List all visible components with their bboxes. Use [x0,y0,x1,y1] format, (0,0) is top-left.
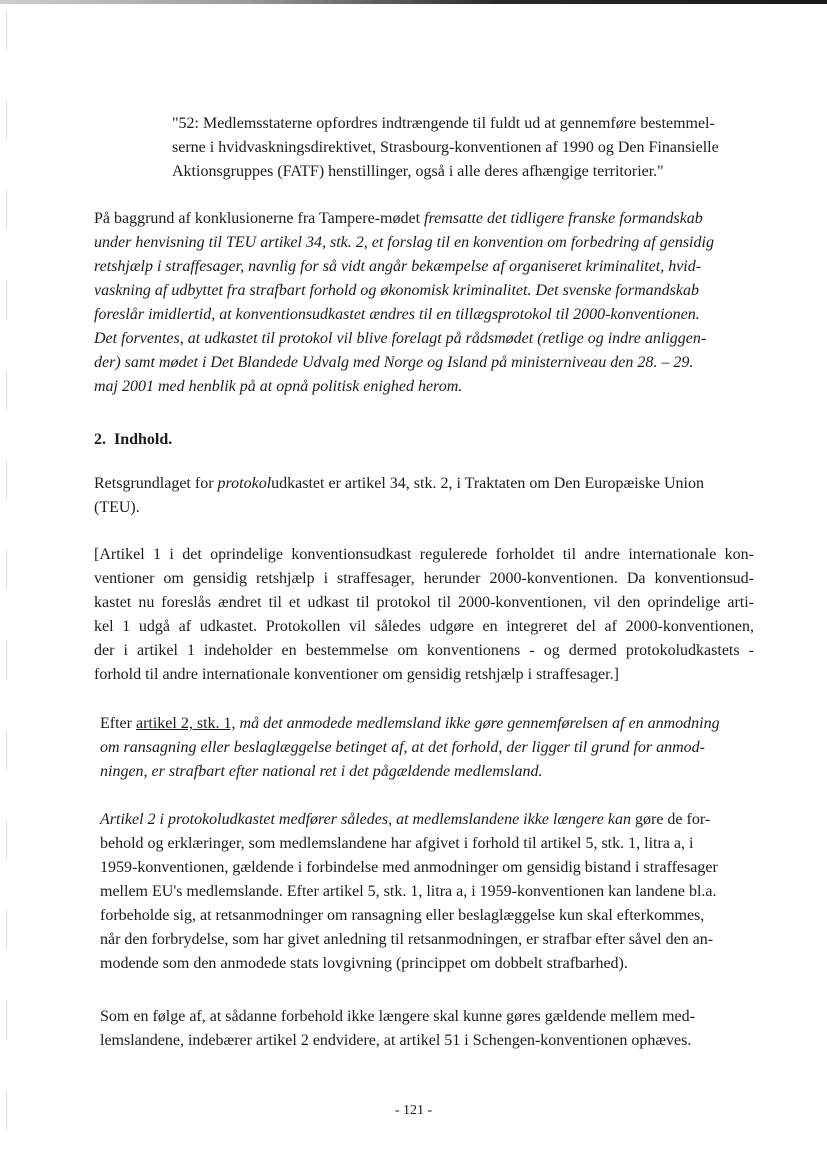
reservation-paragraph [100,1005,755,1053]
page-number: - 121 - [394,1103,433,1118]
reservation-line: Som en følge af, at sådanne forbehold ikke længere skal kunne gøres gældende mellem med- [100,1008,695,1025]
article1-line: kel 1 udgå af udkastet. Protokollen vil således udgøre en integreret del af 2000-konventionen, [94,618,754,635]
protocol-paragraph [100,808,755,976]
intro-line: vaskning af udbyttet fra strafbart forhold og økonomisk kriminalitet. Det svenske formandskab [94,282,699,299]
protocol-line: 1959-konventionen, gældende i forbindelse med anmodninger om gensidig bistand i straffesager [100,859,718,876]
basis-italic-text: protokol [217,475,272,492]
article2-line: om ransagning eller beslaglæggelse betinget af, at det forhold, der ligger til grund for anmod- [100,739,706,756]
intro-italic-text: fremsatte det tidligere franske formandskab [424,210,703,227]
intro-line: foreslår imidlertid, at konventionsudkastet ændres til en tillægsprotokol til 2000-konventionen. [94,306,700,323]
article-1-paragraph [94,543,754,687]
protocol-line: modende som den anmodede stats lovgivning (princippet om dobbelt strafbarhed). [100,955,628,972]
quote-line: serne i hvidvaskningsdirektivet, Strasbourg-konventionen af 1990 og Den Finansielle [172,139,719,156]
intro-line [94,207,784,231]
intro-plain-text: På baggrund af konklusionerne fra Tampere-mødet [94,210,425,227]
protocol-line: når den forbrydelse, som har givet anledning til retsanmodningen, er strafbar efter såvel den an- [100,931,714,948]
article1-line: ventioner om gensidig retshjælp i straffesager, herunder 2000-konventionen. Da konventionsud- [94,570,754,587]
article1-line: [Artikel 1 i det oprindelige konventionsudkast regulerede forholdet til andre internationale kon- [94,546,754,563]
section-number: 2. [94,431,106,448]
quote-line: "52: Medlemsstaterne opfordres indtrængende til fuldt ud at gennemføre bestemmel- [172,115,715,132]
article1-line: forhold til andre internationale konventioner om gensidig retshjælp i straffesager.] [94,666,619,683]
intro-line: retshjælp i straffesager, navnlig for så vidt angår bekæmpelse af organiseret kriminalitet, hvid- [94,258,702,275]
legal-basis-paragraph [94,472,784,520]
quote-line: Aktionsgruppes (FATF) henstillinger, også i alle deres afhængige territorier." [172,163,664,180]
intro-line: maj 2001 med henblik på at opnå politisk enighed herom. [94,378,463,395]
article1-line: der i artikel 1 indeholder en bestemmelse om konventionens - og dermed protokoludkastets - [94,642,754,659]
intro-line: der) samt mødet i Det Blandede Udvalg med Norge og Island på ministerniveau den 28. – 29. [94,354,694,371]
section-heading [94,428,784,452]
reservation-line: lemslandene, indebærer artikel 2 endvidere, at artikel 51 i Schengen-konventionen ophæves. [100,1032,692,1049]
basis-line: (TEU). [94,499,140,516]
protocol-line: behold og erklæringer, som medlemslandene har afgivet i forhold til artikel 5, stk. 1, litra a, i [100,835,694,852]
article2-line: ningen, er strafbart efter national ret i det pågældende medlemsland. [100,763,543,780]
protocol-line: forbeholde sig, at retsanmodninger om ransagning eller beslaglæggelse kun skal efterkommes, [100,907,705,924]
intro-line: under henvisning til TEU artikel 34, stk. 2, et forslag til en konvention om forbedring af gensidig [94,234,714,251]
article2-line: Efter artikel 2, stk. 1, må det anmodede medlemsland ikke gøre gennemførelsen af en anmodning [100,715,720,732]
protocol-line: Artikel 2 i protokoludkastet medfører således, at medlemslandene ikke længere kan gøre de for- [100,811,711,828]
protocol-line: mellem EU's medlemslande. Efter artikel 5, stk. 1, litra a, i 1959-konventionen kan landene bl.a. [100,883,717,900]
article1-line: kastet nu foreslås ændret til et udkast til protokol til 2000-konventionen, vil den oprindelige arti- [94,594,754,611]
basis-line: Retsgrundlaget for protokoludkastet er artikel 34, stk. 2, i Traktaten om Den Europæiske Union [94,475,704,492]
intro-paragraph [94,207,784,399]
article-2-paragraph [100,712,755,784]
section-title: Indhold. [114,431,173,448]
quoted-paragraph [172,112,772,184]
intro-line: Det forventes, at udkastet til protokol vil blive forelagt på rådsmødet (retlige og indre anliggen- [94,330,707,347]
article-reference: artikel 2, stk. 1, [135,715,236,732]
